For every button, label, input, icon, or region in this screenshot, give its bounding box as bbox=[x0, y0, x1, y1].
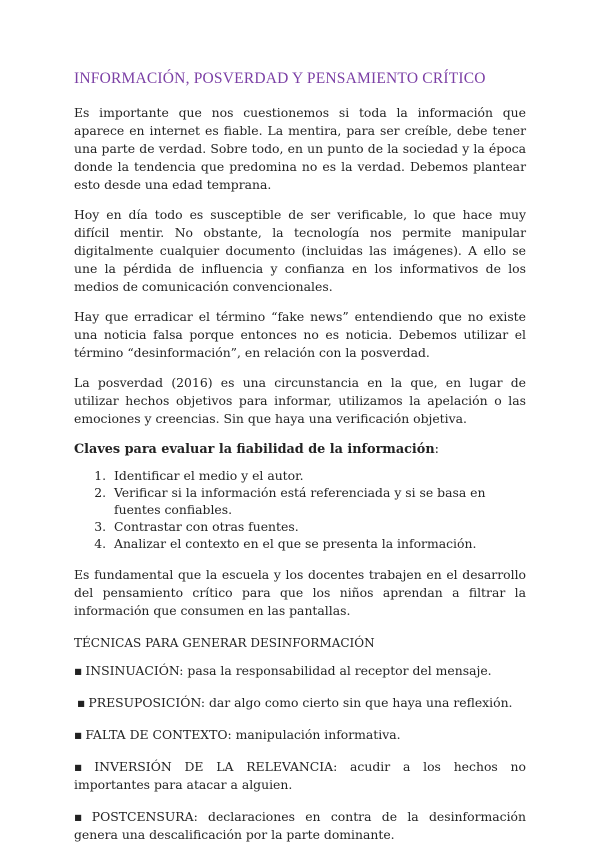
tecnica-text: INVERSIÓN DE LA RELEVANCIA: acudir a los hechos no importantes para atacar a alguien. bbox=[74, 759, 526, 792]
tecnica-text: PRESUPOSICIÓN: dar algo como cierto sin que haya una reflexión. bbox=[88, 695, 513, 710]
tecnica-text: INSINUACIÓN: pasa la responsabilidad al receptor del mensaje. bbox=[85, 663, 492, 678]
tecnica-item-presuposicion bbox=[74, 694, 526, 712]
bullet-icon: ▪ bbox=[74, 759, 92, 774]
tecnica-item-inversion-relevancia bbox=[74, 758, 526, 794]
intro-paragraph-4: La posverdad (2016) es una circunstancia en la que, en lugar de utilizar hechos objetivos para informar, utilizamos la apelación o las emociones y creencias. Sin que haya una verificación objetiva. bbox=[74, 375, 526, 426]
tecnica-item-postcensura bbox=[74, 808, 526, 844]
claves-item: 2. Verificar si la información está referenciada y si se basa en fuentes confiables. bbox=[110, 484, 526, 518]
intro-paragraph-1: Es importante que nos cuestionemos si toda la información que aparece en internet es fiable. La mentira, para ser creíble, debe tener una parte de verdad. Sobre todo, en un punto de la sociedad y la época donde la tendencia que predomina no es la verdad. Debemos plantear esto desde una edad temprana. bbox=[74, 105, 526, 192]
tecnica-text: POSTCENSURA: declaraciones en contra de la desinformación genera una descalificación por la parte dominante. bbox=[74, 809, 526, 842]
bullet-icon: ▪ bbox=[74, 663, 83, 678]
closing-paragraph: Es fundamental que la escuela y los docentes trabajen en el desarrollo del pensamiento crítico para que los niños aprendan a filtrar la información que consumen en las pantallas. bbox=[74, 567, 526, 618]
intro-paragraph-2: Hoy en día todo es susceptible de ser verificable, lo que hace muy difícil mentir. No obstante, la tecnología nos permite manipular digitalmente cualquier documento (incluidas las imágenes). A ello se une la pérdida de influencia y confianza en los informativos de los medios de comunicación convencionales. bbox=[74, 207, 526, 294]
tecnicas-heading: TÉCNICAS PARA GENERAR DESINFORMACIÓN bbox=[74, 636, 375, 650]
claves-list bbox=[74, 467, 526, 552]
claves-heading-text: Claves para evaluar la fiabilidad de la información bbox=[74, 442, 435, 457]
tecnica-item-falta-de-contexto bbox=[74, 726, 526, 744]
bullet-icon: ▪ bbox=[74, 809, 89, 824]
tecnica-text: FALTA DE CONTEXTO: manipulación informativa. bbox=[85, 727, 401, 742]
claves-item: 1. Identificar el medio y el autor. bbox=[110, 467, 526, 484]
claves-heading-colon: : bbox=[434, 442, 439, 457]
claves-heading bbox=[74, 442, 526, 457]
document-title: INFORMACIÓN, POSVERDAD Y PENSAMIENTO CRÍTICO bbox=[74, 70, 486, 87]
bullet-icon: ▪ bbox=[74, 727, 83, 742]
claves-item: 4. Analizar el contexto en el que se presenta la información. bbox=[110, 535, 526, 552]
bullet-icon: ▪ bbox=[77, 695, 86, 710]
tecnica-item-insinuacion bbox=[74, 662, 526, 680]
intro-paragraph-3: Hay que erradicar el término “fake news” entendiendo que no existe una noticia falsa porque entonces no es noticia. Debemos utilizar el término “desinformación”, en relación con la posverdad. bbox=[74, 309, 526, 360]
claves-item: 3. Contrastar con otras fuentes. bbox=[110, 518, 526, 535]
